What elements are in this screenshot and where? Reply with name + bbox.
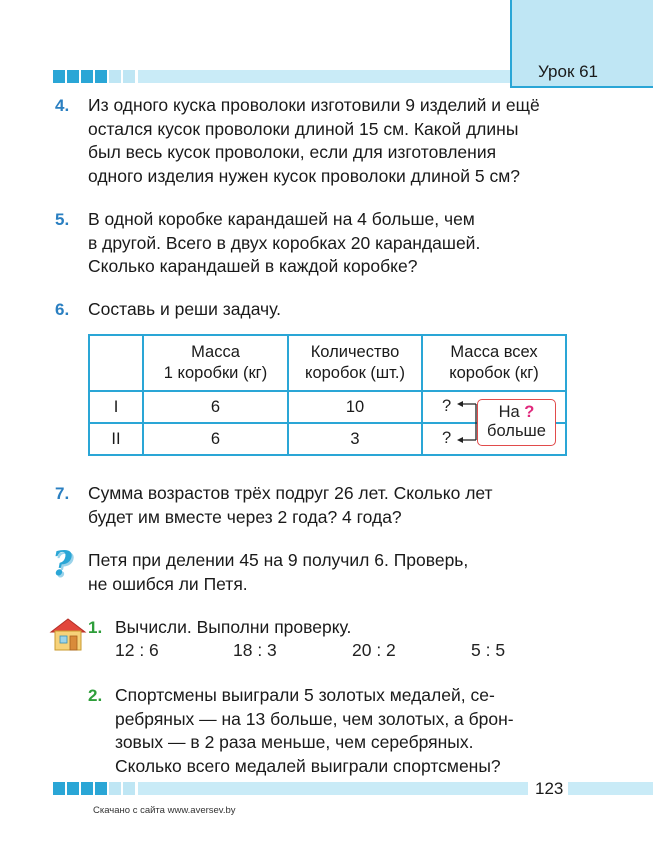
text-line: остался кусок проволоки длиной 15 см. Какой длины [88, 118, 519, 139]
homework-2-text [115, 684, 566, 778]
text-line: В одной коробке карандашей на 4 больше, чем [88, 209, 475, 229]
task-6-text: Составь и реши задачу. [88, 299, 282, 319]
note-line [478, 403, 555, 422]
task-5-text [88, 208, 566, 279]
table-cell: 6 [143, 423, 288, 455]
table-header-cell: Масса 1 коробки (кг) [143, 335, 288, 391]
homework-1-text: Вычисли. Выполни проверку. [115, 617, 352, 637]
footer-bar-right [568, 782, 653, 795]
task-number: 6. [55, 300, 70, 319]
table-header-row [89, 335, 566, 391]
text-line: ребряных — на 13 больше, чем золотых, а брон- [115, 708, 514, 729]
page-number: 123 [535, 779, 564, 798]
text-line: Сколько карандашей в каждой коробке? [88, 256, 418, 276]
text-line: Сколько всего медалей выиграли спортсмены? [115, 755, 501, 776]
footer-bar [138, 782, 528, 795]
homework-number: 2. [88, 686, 103, 705]
table-cell: 10 [288, 391, 422, 423]
text-line: Петя при делении 45 на 9 получил 6. Проверь, [88, 550, 469, 570]
task-number: 5. [55, 210, 70, 229]
expression: 5 : 5 [471, 640, 506, 660]
text-line: зовых — в 2 раза меньше, чем серебряных. [115, 732, 474, 752]
expression: 18 : 3 [233, 640, 277, 660]
comparison-note [477, 399, 556, 446]
house-icon [49, 616, 87, 652]
homework-number: 1. [88, 618, 103, 637]
question-mark-icon: ? [52, 544, 72, 584]
task-4-text [88, 94, 566, 188]
task-7-text [88, 482, 566, 529]
text-line: Спортсмены выиграли 5 золотых медалей, се- [115, 685, 495, 705]
note-text: На [498, 403, 520, 421]
table-cell: 3 [288, 423, 422, 455]
unknown-value: ? [442, 429, 452, 447]
expression: 20 : 2 [352, 640, 396, 660]
table-cell: 6 [143, 391, 288, 423]
table-header-cell: Масса всех коробок (кг) [422, 335, 566, 391]
text-line: не ошибся ли Петя. [88, 573, 248, 594]
text-line: Сумма возрастов трёх подруг 26 лет. Сколько лет [88, 483, 493, 503]
lesson-title: Урок 61 [538, 62, 599, 81]
download-credit: Скачано с сайта www.aversev.by [93, 805, 236, 816]
task-number: 4. [55, 96, 70, 115]
expression: 12 : 6 [115, 640, 159, 660]
table-header-cell [89, 335, 143, 391]
task-number: 7. [55, 484, 70, 503]
row-label: I [89, 391, 143, 423]
header-bar [138, 70, 510, 83]
table-header-cell: Количество коробок (шт.) [288, 335, 422, 391]
text-line: будет им вместе через 2 года? 4 года? [88, 506, 402, 527]
question-mark: ? [524, 403, 535, 421]
unknown-value: ? [442, 397, 452, 415]
text-line: в другой. Всего в двух коробках 20 карандашей. [88, 232, 481, 253]
note-text: больше [487, 422, 546, 440]
text-line: одного изделия нужен кусок проволоки длиной 5 см? [88, 165, 520, 186]
text-line: Из одного куска проволоки изготовили 9 изделий и ещё [88, 95, 540, 115]
text-line: был весь кусок проволоки, если для изготовления [88, 142, 497, 162]
puzzle-text [88, 549, 566, 596]
row-label: II [89, 423, 143, 455]
